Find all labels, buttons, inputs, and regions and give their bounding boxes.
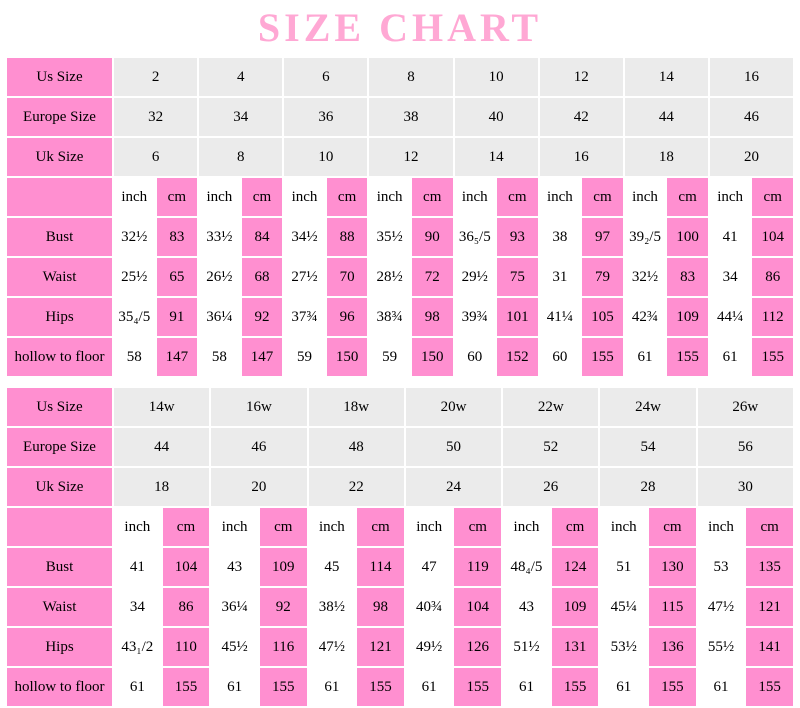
row-label: Uk Size (6, 467, 113, 507)
size-cell: 20w (405, 387, 502, 427)
unit-cell: cm (156, 177, 199, 217)
size-cell: 14 (454, 137, 539, 177)
measure-cell: 41 (113, 547, 162, 587)
measure-cell: 93 (496, 217, 539, 257)
measure-cell: 61 (113, 667, 162, 707)
measure-cell: 43₁/2 (113, 627, 162, 667)
unit-cell: cm (241, 177, 284, 217)
unit-cell: inch (308, 507, 357, 547)
measure-cell: 47 (405, 547, 454, 587)
measure-cell: 61 (405, 667, 454, 707)
measure-cell: 112 (751, 297, 794, 337)
table-row (6, 667, 794, 707)
measure-cell: 45¼ (599, 587, 648, 627)
size-cell: 10 (454, 57, 539, 97)
measure-cell: 61 (502, 667, 551, 707)
size-cell: 24w (599, 387, 696, 427)
measure-cell: 39¾ (454, 297, 497, 337)
size-cell: 48 (308, 427, 405, 467)
unit-cell: cm (453, 507, 502, 547)
measure-cell: 60 (539, 337, 582, 377)
size-cell: 46 (709, 97, 794, 137)
unit-cell: inch (502, 507, 551, 547)
size-cell: 6 (113, 137, 198, 177)
row-label: Bust (6, 547, 113, 587)
measure-cell: 155 (751, 337, 794, 377)
table-row (6, 337, 794, 377)
measure-cell: 92 (241, 297, 284, 337)
measure-cell: 97 (581, 217, 624, 257)
size-cell: 14 (624, 57, 709, 97)
size-cell: 18 (113, 467, 210, 507)
unit-cell: inch (210, 507, 259, 547)
row-label: Europe Size (6, 427, 113, 467)
measure-cell: 155 (648, 667, 697, 707)
size-cell: 4 (198, 57, 283, 97)
measure-cell: 114 (356, 547, 405, 587)
measure-cell: 45 (308, 547, 357, 587)
size-cell: 54 (599, 427, 696, 467)
measure-cell: 104 (453, 587, 502, 627)
size-cell: 52 (502, 427, 599, 467)
measure-cell: 72 (411, 257, 454, 297)
measure-cell: 135 (745, 547, 794, 587)
page-title: SIZE CHART (257, 5, 543, 50)
measure-cell: 150 (411, 337, 454, 377)
unit-cell: inch (405, 507, 454, 547)
size-cell: 16w (210, 387, 307, 427)
measure-cell: 65 (156, 257, 199, 297)
size-cell: 10 (283, 137, 368, 177)
measure-cell: 34 (113, 587, 162, 627)
size-cell: 22 (308, 467, 405, 507)
size-cell: 30 (697, 467, 794, 507)
measure-cell: 116 (259, 627, 308, 667)
measure-cell: 141 (745, 627, 794, 667)
row-label: hollow to floor (6, 667, 113, 707)
measure-cell: 45½ (210, 627, 259, 667)
measure-cell: 36₅/5 (454, 217, 497, 257)
row-label (6, 177, 113, 217)
measure-cell: 32½ (624, 257, 667, 297)
measure-cell: 150 (326, 337, 369, 377)
size-chart-table-top (5, 56, 795, 378)
measure-cell: 130 (648, 547, 697, 587)
unit-cell: cm (411, 177, 454, 217)
unit-cell: cm (259, 507, 308, 547)
unit-cell: cm (745, 507, 794, 547)
measure-cell: 84 (241, 217, 284, 257)
measure-cell: 61 (599, 667, 648, 707)
size-cell: 34 (198, 97, 283, 137)
measure-cell: 43 (502, 587, 551, 627)
measure-cell: 86 (751, 257, 794, 297)
measure-cell: 42¾ (624, 297, 667, 337)
unit-cell: cm (162, 507, 211, 547)
measure-cell: 155 (551, 667, 600, 707)
measure-cell: 119 (453, 547, 502, 587)
measure-cell: 35₄/5 (113, 297, 156, 337)
measure-cell: 79 (581, 257, 624, 297)
measure-cell: 68 (241, 257, 284, 297)
size-cell: 2 (113, 57, 198, 97)
measure-cell: 155 (745, 667, 794, 707)
table-row (6, 217, 794, 257)
table-row (6, 587, 794, 627)
size-cell: 8 (368, 57, 453, 97)
measure-cell: 155 (259, 667, 308, 707)
table-row (6, 507, 794, 547)
size-cell: 20 (709, 137, 794, 177)
measure-cell: 41 (709, 217, 752, 257)
measure-cell: 104 (751, 217, 794, 257)
measure-cell: 44¼ (709, 297, 752, 337)
measure-cell: 34 (709, 257, 752, 297)
measure-cell: 32½ (113, 217, 156, 257)
measure-cell: 100 (666, 217, 709, 257)
measure-cell: 35½ (368, 217, 411, 257)
unit-cell: inch (624, 177, 667, 217)
size-cell: 22w (502, 387, 599, 427)
size-cell: 36 (283, 97, 368, 137)
size-cell: 40 (454, 97, 539, 137)
measure-cell: 41¼ (539, 297, 582, 337)
measure-cell: 36¼ (198, 297, 241, 337)
measure-cell: 51½ (502, 627, 551, 667)
measure-cell: 29½ (454, 257, 497, 297)
measure-cell: 155 (162, 667, 211, 707)
measure-cell: 136 (648, 627, 697, 667)
measure-cell: 27½ (283, 257, 326, 297)
measure-cell: 61 (697, 667, 746, 707)
measure-cell: 98 (411, 297, 454, 337)
measure-cell: 88 (326, 217, 369, 257)
row-label (6, 507, 113, 547)
measure-cell: 96 (326, 297, 369, 337)
size-cell: 50 (405, 427, 502, 467)
unit-cell: inch (198, 177, 241, 217)
measure-cell: 58 (198, 337, 241, 377)
row-label: hollow to floor (6, 337, 113, 377)
size-cell: 28 (599, 467, 696, 507)
measure-cell: 115 (648, 587, 697, 627)
unit-cell: cm (496, 177, 539, 217)
measure-cell: 59 (368, 337, 411, 377)
measure-cell: 105 (581, 297, 624, 337)
unit-cell: inch (113, 177, 156, 217)
size-cell: 20 (210, 467, 307, 507)
unit-cell: cm (666, 177, 709, 217)
measure-cell: 124 (551, 547, 600, 587)
measure-cell: 126 (453, 627, 502, 667)
size-cell: 6 (283, 57, 368, 97)
unit-cell: cm (648, 507, 697, 547)
size-cell: 32 (113, 97, 198, 137)
unit-cell: cm (581, 177, 624, 217)
table-row (6, 297, 794, 337)
unit-cell: inch (697, 507, 746, 547)
table-row (6, 627, 794, 667)
measure-cell: 109 (551, 587, 600, 627)
measure-cell: 28½ (368, 257, 411, 297)
measure-cell: 61 (210, 667, 259, 707)
measure-cell: 121 (745, 587, 794, 627)
row-label: Europe Size (6, 97, 113, 137)
size-cell: 56 (697, 427, 794, 467)
measure-cell: 38½ (308, 587, 357, 627)
measure-cell: 37¾ (283, 297, 326, 337)
measure-cell: 26½ (198, 257, 241, 297)
measure-cell: 75 (496, 257, 539, 297)
measure-cell: 48₄/5 (502, 547, 551, 587)
measure-cell: 155 (453, 667, 502, 707)
table-row (6, 387, 794, 427)
measure-cell: 70 (326, 257, 369, 297)
size-cell: 18w (308, 387, 405, 427)
table-row (6, 467, 794, 507)
row-label: Bust (6, 217, 113, 257)
table-row (6, 427, 794, 467)
measure-cell: 55½ (697, 627, 746, 667)
measure-cell: 147 (156, 337, 199, 377)
measure-cell: 25½ (113, 257, 156, 297)
measure-cell: 83 (666, 257, 709, 297)
table-row (6, 257, 794, 297)
size-cell: 12 (539, 57, 624, 97)
row-label: Us Size (6, 57, 113, 97)
size-cell: 38 (368, 97, 453, 137)
measure-cell: 109 (259, 547, 308, 587)
unit-cell: inch (599, 507, 648, 547)
row-label: Us Size (6, 387, 113, 427)
measure-cell: 101 (496, 297, 539, 337)
measure-cell: 155 (581, 337, 624, 377)
size-cell: 16 (539, 137, 624, 177)
measure-cell: 38¾ (368, 297, 411, 337)
measure-cell: 121 (356, 627, 405, 667)
size-cell: 26 (502, 467, 599, 507)
measure-cell: 152 (496, 337, 539, 377)
row-label: Uk Size (6, 137, 113, 177)
measure-cell: 90 (411, 217, 454, 257)
measure-cell: 92 (259, 587, 308, 627)
table-row (6, 547, 794, 587)
measure-cell: 131 (551, 627, 600, 667)
measure-cell: 38 (539, 217, 582, 257)
size-cell: 46 (210, 427, 307, 467)
unit-cell: inch (113, 507, 162, 547)
size-cell: 14w (113, 387, 210, 427)
measure-cell: 47½ (697, 587, 746, 627)
measure-cell: 36¼ (210, 587, 259, 627)
table-row (6, 177, 794, 217)
measure-cell: 53½ (599, 627, 648, 667)
measure-cell: 104 (162, 547, 211, 587)
table-row (6, 97, 794, 137)
measure-cell: 91 (156, 297, 199, 337)
unit-cell: inch (539, 177, 582, 217)
table-row (6, 137, 794, 177)
measure-cell: 49½ (405, 627, 454, 667)
size-cell: 18 (624, 137, 709, 177)
size-cell: 16 (709, 57, 794, 97)
measure-cell: 61 (709, 337, 752, 377)
measure-cell: 34½ (283, 217, 326, 257)
row-label: Hips (6, 297, 113, 337)
unit-cell: cm (326, 177, 369, 217)
size-cell: 44 (113, 427, 210, 467)
row-label: Waist (6, 257, 113, 297)
size-cell: 42 (539, 97, 624, 137)
unit-cell: cm (356, 507, 405, 547)
measure-cell: 61 (624, 337, 667, 377)
measure-cell: 33½ (198, 217, 241, 257)
unit-cell: cm (751, 177, 794, 217)
measure-cell: 110 (162, 627, 211, 667)
unit-cell: inch (283, 177, 326, 217)
measure-cell: 53 (697, 547, 746, 587)
measure-cell: 58 (113, 337, 156, 377)
measure-cell: 43 (210, 547, 259, 587)
measure-cell: 147 (241, 337, 284, 377)
measure-cell: 60 (454, 337, 497, 377)
measure-cell: 155 (356, 667, 405, 707)
size-cell: 12 (368, 137, 453, 177)
table-row (6, 57, 794, 97)
size-cell: 26w (697, 387, 794, 427)
measure-cell: 39₂/5 (624, 217, 667, 257)
measure-cell: 109 (666, 297, 709, 337)
size-cell: 24 (405, 467, 502, 507)
measure-cell: 86 (162, 587, 211, 627)
measure-cell: 40¾ (405, 587, 454, 627)
measure-cell: 47½ (308, 627, 357, 667)
unit-cell: inch (368, 177, 411, 217)
unit-cell: inch (454, 177, 497, 217)
measure-cell: 31 (539, 257, 582, 297)
row-label: Hips (6, 627, 113, 667)
unit-cell: cm (551, 507, 600, 547)
size-cell: 44 (624, 97, 709, 137)
size-chart-table-bottom (5, 386, 795, 708)
measure-cell: 98 (356, 587, 405, 627)
unit-cell: inch (709, 177, 752, 217)
measure-cell: 83 (156, 217, 199, 257)
row-label: Waist (6, 587, 113, 627)
measure-cell: 59 (283, 337, 326, 377)
measure-cell: 155 (666, 337, 709, 377)
measure-cell: 61 (308, 667, 357, 707)
size-cell: 8 (198, 137, 283, 177)
measure-cell: 51 (599, 547, 648, 587)
